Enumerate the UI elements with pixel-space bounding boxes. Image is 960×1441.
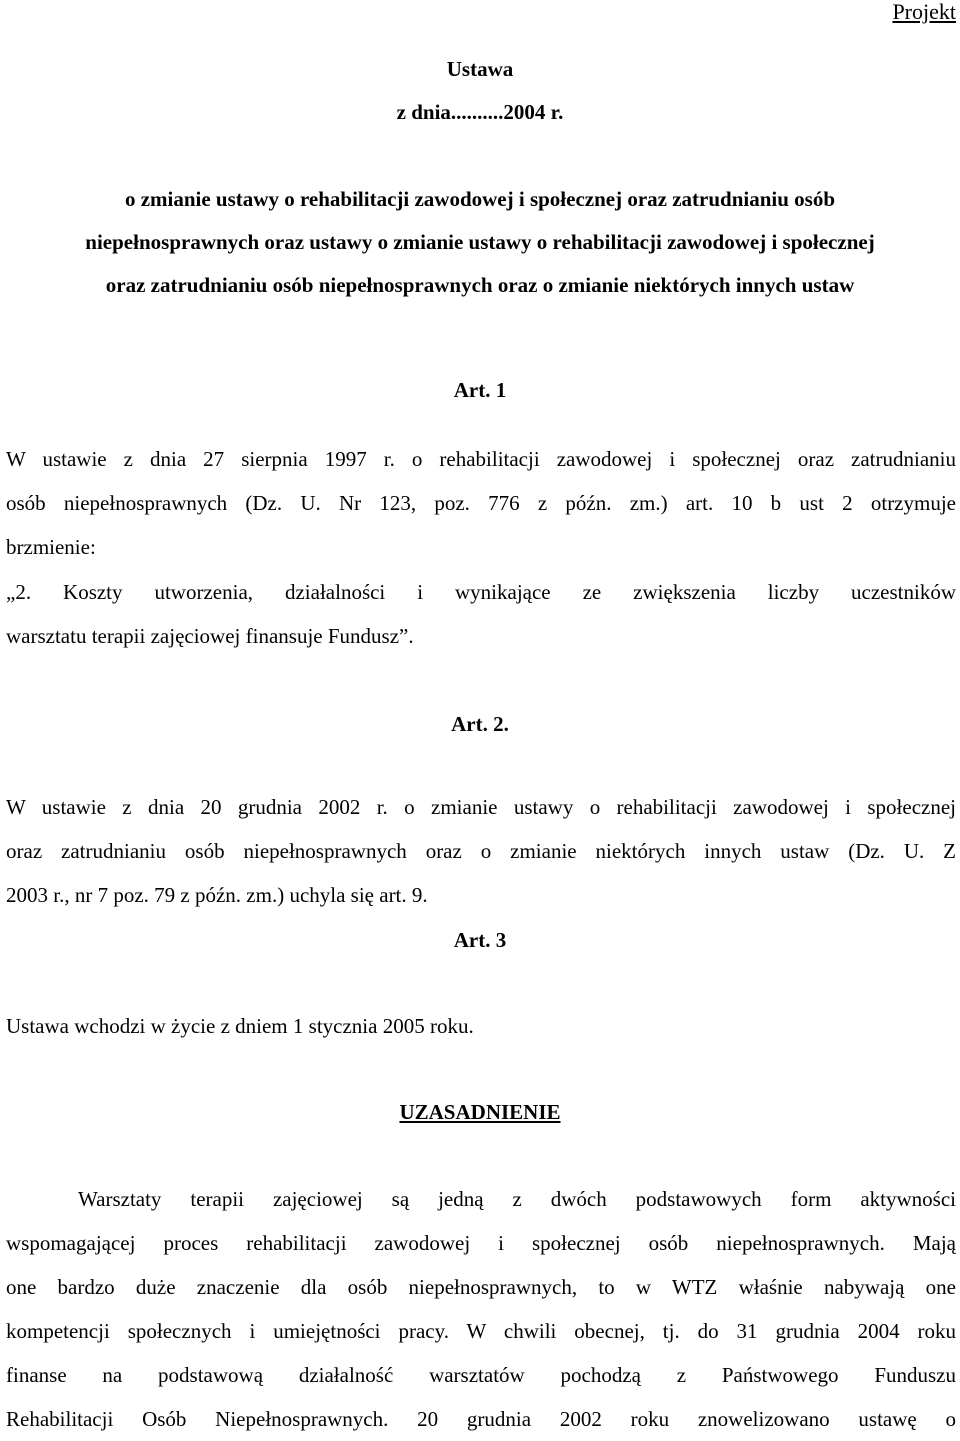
justification-line: wspomagającej proces rehabilitacji zawodowej i społecznej osób niepełnosprawnych. Mają: [6, 1231, 956, 1255]
justification-line: finanse na podstawową działalność warsztatów pochodzą z Państwowego Funduszu: [6, 1363, 956, 1387]
justification-text: [6, 1177, 956, 1441]
art1-intro: [6, 437, 956, 569]
act-subject-line: o zmianie ustawy o rehabilitacji zawodowej i społecznej oraz zatrudnianiu osób: [124, 187, 836, 211]
art1-intro-line: W ustawie z dnia 27 sierpnia 1997 r. o rehabilitacji zawodowej i społecznej oraz zatrudnianiu: [6, 447, 956, 471]
act-title: Ustawa: [446, 57, 514, 81]
art1-intro-line: brzmienie:: [6, 535, 96, 559]
art2-line: 2003 r., nr 7 poz. 79 z późn. zm.) uchyla się art. 9.: [6, 883, 428, 907]
justification-line: Rehabilitacji Osób Niepełnosprawnych. 20 grudnia 2002 roku znowelizowano ustawę o: [6, 1407, 956, 1431]
art2-line: oraz zatrudnianiu osób niepełnosprawnych oraz o zmianie niektórych innych ustaw (Dz. U. Z: [6, 839, 956, 863]
justification-line: one bardzo duże znaczenie dla osób niepełnosprawnych, to w WTZ właśnie nabywają one: [6, 1275, 956, 1299]
act-subject-line: oraz zatrudnianiu osób niepełnosprawnych oraz o zmianie niektórych innych ustaw: [105, 273, 855, 297]
act-subject: [0, 178, 960, 307]
art1-quote-line: warsztatu terapii zajęciowej finansuje Fundusz”.: [6, 624, 414, 648]
art1-heading: Art. 1: [453, 378, 507, 402]
art2-line: W ustawie z dnia 20 grudnia 2002 r. o zmianie ustawy o rehabilitacji zawodowej i społecznej: [6, 795, 956, 819]
act-date: z dnia..........2004 r.: [396, 100, 564, 124]
art2-heading: Art. 2.: [451, 712, 509, 736]
art3-heading: Art. 3: [453, 928, 507, 952]
art1-intro-line: osób niepełnosprawnych (Dz. U. Nr 123, poz. 776 z późn. zm.) art. 10 b ust 2 otrzymuje: [6, 491, 956, 515]
projekt-label: Projekt: [892, 0, 956, 24]
justification-line: kompetencji społecznych i umiejętności pracy. W chwili obecnej, tj. do 31 grudnia 2004 roku: [6, 1319, 956, 1343]
justification-heading: UZASADNIENIE: [399, 1100, 561, 1124]
art1-quote-line: „2. Koszty utworzenia, działalności i wynikające ze zwiększenia liczby uczestników: [6, 580, 956, 604]
art1-quote: [6, 570, 956, 658]
art2-text: [6, 785, 956, 917]
art3-line: Ustawa wchodzi w życie z dniem 1 stycznia 2005 roku.: [6, 1014, 474, 1038]
justification-line: Warsztaty terapii zajęciowej są jedną z dwóch podstawowych form aktywności: [78, 1187, 956, 1211]
art3-text: [6, 1004, 956, 1048]
act-subject-line: niepełnosprawnych oraz ustawy o zmianie ustawy o rehabilitacji zawodowej i społecznej: [85, 230, 875, 254]
